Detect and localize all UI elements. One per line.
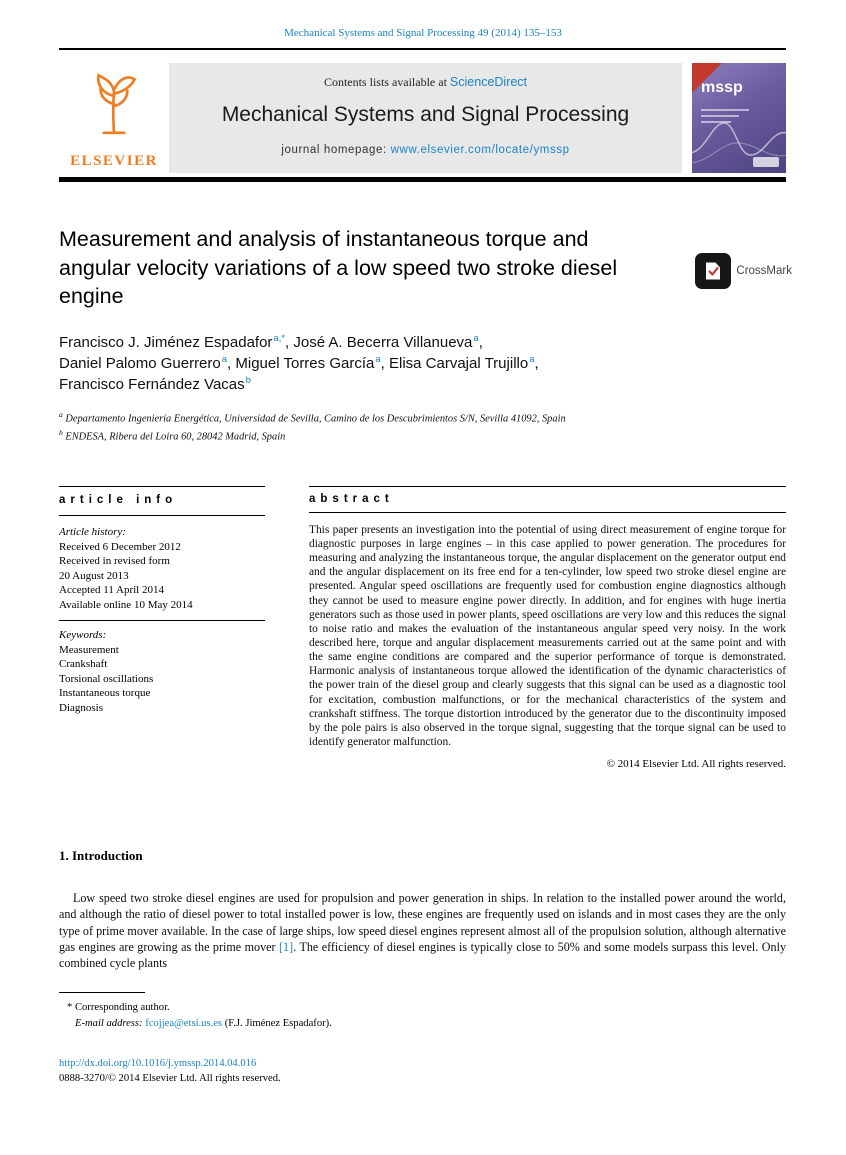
author [235,355,389,372]
info-abstract-block [59,486,786,770]
keywords [59,628,265,715]
homepage-link[interactable]: www.elsevier.com/locate/ymssp [390,144,570,156]
article-info-column [59,486,265,770]
affiliation [59,409,786,428]
history-label: Article history: [59,526,126,539]
email-suffix: (F.J. Jiménez Espadafor). [222,1017,332,1029]
corresponding-author-note [59,1000,479,1016]
cover-sciencedirect-mark [753,157,779,167]
author-separator: , [380,355,389,373]
contents-line [179,75,672,90]
history-line: Received in revised form [59,555,170,568]
journal-title: Mechanical Systems and Signal Processing [221,103,630,126]
elsevier-logo[interactable] [59,63,169,173]
issn-copyright-line: 0888-3270/© 2014 Elsevier Ltd. All rights reserved. [59,1073,281,1085]
author-separator: , [478,333,483,351]
header-top-rule [59,48,786,50]
author-affiliation-sup[interactable]: a [221,354,228,366]
affiliation-text: ENDESA, Ribera del Loira 60, 28042 Madrid, Spain [62,431,286,443]
elsevier-wordmark: ELSEVIER [70,153,158,169]
author-name: Francisco J. Jiménez Espadafor [59,333,273,351]
author [389,355,539,372]
footnote-text: Corresponding author. [72,1002,170,1013]
author-separator: , [285,333,294,351]
column-rule [59,515,265,516]
email-label: E-mail address: [75,1017,146,1029]
masthead-bottom-rule [59,177,786,182]
author-affiliation-sup[interactable]: a [375,354,381,366]
author-affiliation-sup[interactable]: a [529,354,535,366]
keyword: Instantaneous torque [59,687,151,700]
page-footer [59,1056,281,1087]
author-name: Elisa Carvajal Trujillo [388,355,529,373]
history-line: Available online 10 May 2014 [59,598,193,611]
reference-link-1[interactable]: [1] [279,940,294,955]
intro-text: . The efficiency of diesel engines is typically close to 50% and some models surpass this level. Only combined cycle plants [59,940,786,971]
author [59,376,251,393]
author-affiliation-sup[interactable]: b [245,375,251,387]
masthead [59,63,786,173]
journal-header-band [169,63,682,173]
abstract-copyright: © 2014 Elsevier Ltd. All rights reserved. [606,758,786,771]
intro-text: Low speed two stroke diesel engines are used for propulsion and power generation in ships. In relation to the installed power around the world, and although the ratio of diesel power to total installed power is low, these engines are frequently used on islands and in most cases they are the only type of prime mover available. In the case of large ships, low speed diesel engines represent almost all of the propulsion solution, although alternative gas engines are growing as the prime mover [59,891,786,955]
doi-link[interactable]: http://dx.doi.org/10.1016/j.ymssp.2014.04.016 [59,1058,257,1069]
keywords-label: Keywords: [59,629,107,642]
keyword: Measurement [59,643,119,656]
author-affiliation-sup[interactable]: a,* [273,332,286,344]
affiliation-sup: b [59,428,63,438]
keyword: Torsional oscillations [59,672,154,685]
author-affiliation-sup[interactable]: a [473,332,479,344]
abstract-column [309,486,786,770]
contents-prefix: Contents lists available at [323,75,450,89]
footnotes [59,992,479,1032]
introduction-paragraph [59,890,786,972]
sciencedirect-link[interactable]: ScienceDirect [449,75,528,89]
affiliation-text: Departamento Ingeniería Energética, Universidad de Sevilla, Camino de los Descubrimientos S/N, Sevilla 41092, Spain [62,413,566,425]
author [59,334,293,351]
author-separator: , [534,355,539,373]
article-info-heading: article info [59,493,178,506]
homepage-prefix: journal homepage: [281,144,391,156]
article-title: Measurement and analysis of instantaneous torque and angular velocity variations of a low speed two stroke diesel engine [59,227,618,309]
author [59,355,235,372]
author [293,334,482,351]
affiliation-sup: a [59,409,63,419]
abstract-heading: abstract [309,492,394,505]
crossmark-icon [695,253,731,289]
journal-cover-thumbnail[interactable] [692,63,786,173]
crossmark-label: CrossMark [736,265,792,277]
affiliation-list [59,409,786,446]
affiliation [59,427,786,446]
email-link[interactable]: fcojjea@etsi.us.es [145,1017,223,1029]
author-separator: , [227,355,236,373]
author-list [59,332,786,396]
keyword: Crankshaft [59,658,108,671]
homepage-line [179,144,672,156]
elsevier-tree-icon [83,65,145,139]
footnote-rule [59,992,145,993]
author-name: José A. Becerra Villanueva [293,333,473,351]
history-line: Accepted 11 April 2014 [59,584,164,597]
keywords-divider-rule [59,620,265,621]
author-name: Francisco Fernández Vacas [59,376,245,394]
crossmark-badge[interactable] [695,253,792,289]
author-name: Daniel Palomo Guerrero [59,355,221,373]
keyword: Diagnosis [59,701,103,714]
history-line: 20 August 2013 [59,569,129,582]
email-note [59,1016,479,1032]
history-line: Received 6 December 2012 [59,540,181,553]
article-history [59,525,265,612]
cover-title: mssp [701,79,743,96]
author-name: Miguel Torres García [235,355,375,373]
journal-citation-link[interactable]: Mechanical Systems and Signal Processing 49 (2014) 135–153 [284,27,562,39]
abstract-text: This paper presents an investigation into the potential of using direct measurement of engine torque for diagnostic purposes in large engines – in this case applied to power generation. The procedures for measuring and analyzing the instantaneous torque, the angular displacement on the generator output end and the angular displacement on its free end for a ten-cylinder, low speed two stroke diesel engine are presented. Angular speed oscillations are frequently used for combustion engine diagnostics although they cannot be used to measure engine power directly. In addition, and for engines with huge inertia generators such as those used in power plants, speed oscillations are very low and this reduces the signal to noise ratio and makes the evaluation of the instantaneous angular speed very noisy. In the work described here, torque and angular displacement measurements carried out at the same point and with the same engine conditions are compared and the superior performance of torque is demonstrated. Harmonic analysis of instantaneous torque allowed the identification of the dynamic characteristics of the power train of the diesel group and clearly suggests that this signal can be used as a diagnostic tool for excitation, combustion malfunctions, or for the mechanical characteristics of the system and crankshaft stiffness. The torque distortion introduced by the generator due to the discontinuity imposed by the pole pairs is also observed in the torque signal, suggesting that the torque signal can be used to identify generator malfunction. [309,523,786,748]
column-rule [309,512,786,513]
section-heading-introduction: 1. Introduction [59,848,143,864]
footnote-marker: * [67,1002,73,1013]
